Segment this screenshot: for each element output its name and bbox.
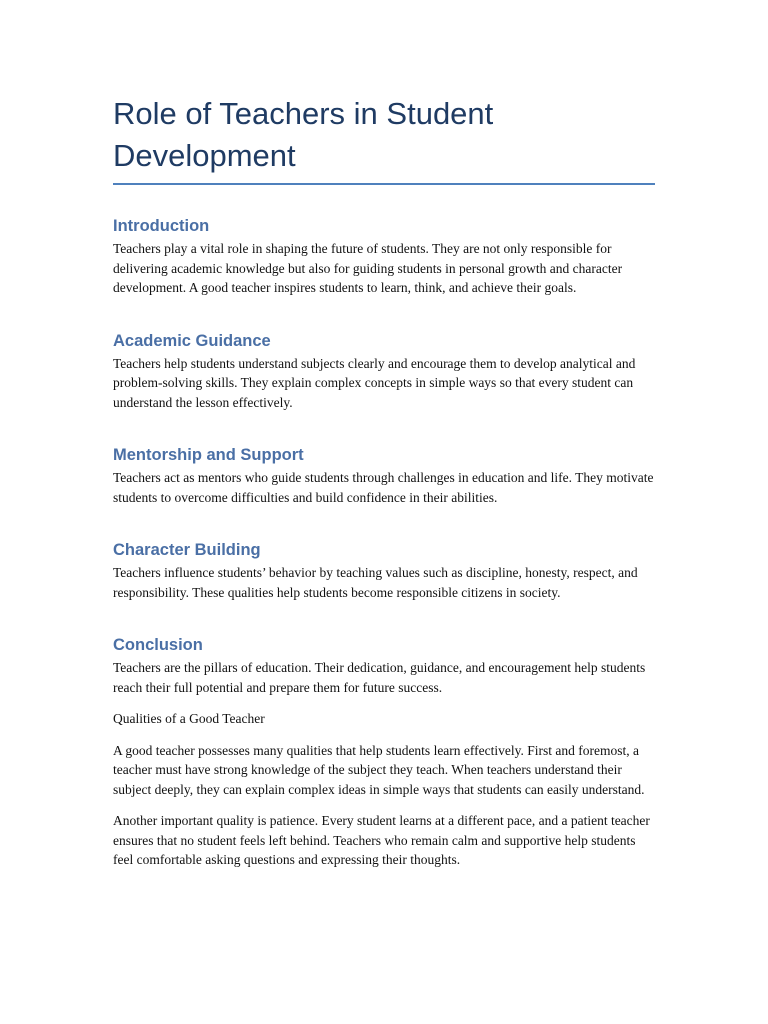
section-body-academic-guidance: Teachers help students understand subjects clearly and encourage them to develop analytical and problem-solving skills. They explain complex concepts in simple ways so that every student can understand the lesson effectively. — [113, 355, 636, 410]
section-heading-introduction: Introduction — [113, 217, 210, 235]
section-heading-character-building: Character Building — [113, 541, 261, 559]
subtitle-qualities: Qualities of a Good Teacher — [113, 711, 265, 726]
section-body-introduction: Teachers play a vital role in shaping the future of students. They are not only responsible for delivering academic knowledge but also for guiding students in personal growth and character development. A good teacher inspires students to learn, think, and achieve their goals. — [113, 241, 623, 295]
section-body-character-building: Teachers influence students’ behavior by teaching values such as discipline, honesty, respect, and responsibility. These qualities help students become responsible citizens in society. — [113, 565, 638, 600]
paragraph-qualities-2: Another important quality is patience. Every student learns at a different pace, and a patient teacher ensures that no student feels left behind. Teachers who remain calm and supportive help students feel comfortable asking questions and expressing their thoughts. — [113, 813, 650, 867]
paragraph-qualities-1: A good teacher possesses many qualities that help students learn effectively. First and foremost, a teacher must have strong knowledge of the subject they teach. When teachers understand their subject deeply, they can explain complex ideas in simple ways that students can easily understand. — [113, 742, 645, 797]
section-heading-mentorship: Mentorship and Support — [113, 446, 304, 464]
section-heading-conclusion: Conclusion — [113, 636, 203, 654]
section-body-mentorship: Teachers act as mentors who guide students through challenges in education and life. They motivate students to overcome difficulties and build confidence in their abilities. — [113, 470, 654, 505]
document-page — [113, 93, 655, 870]
section-body-conclusion: Teachers are the pillars of education. Their dedication, guidance, and encouragement help students reach their full potential and prepare them for future success. — [113, 660, 646, 695]
page-title: Role of Teachers in Student Development — [113, 93, 655, 185]
section-heading-academic-guidance: Academic Guidance — [113, 331, 271, 350]
